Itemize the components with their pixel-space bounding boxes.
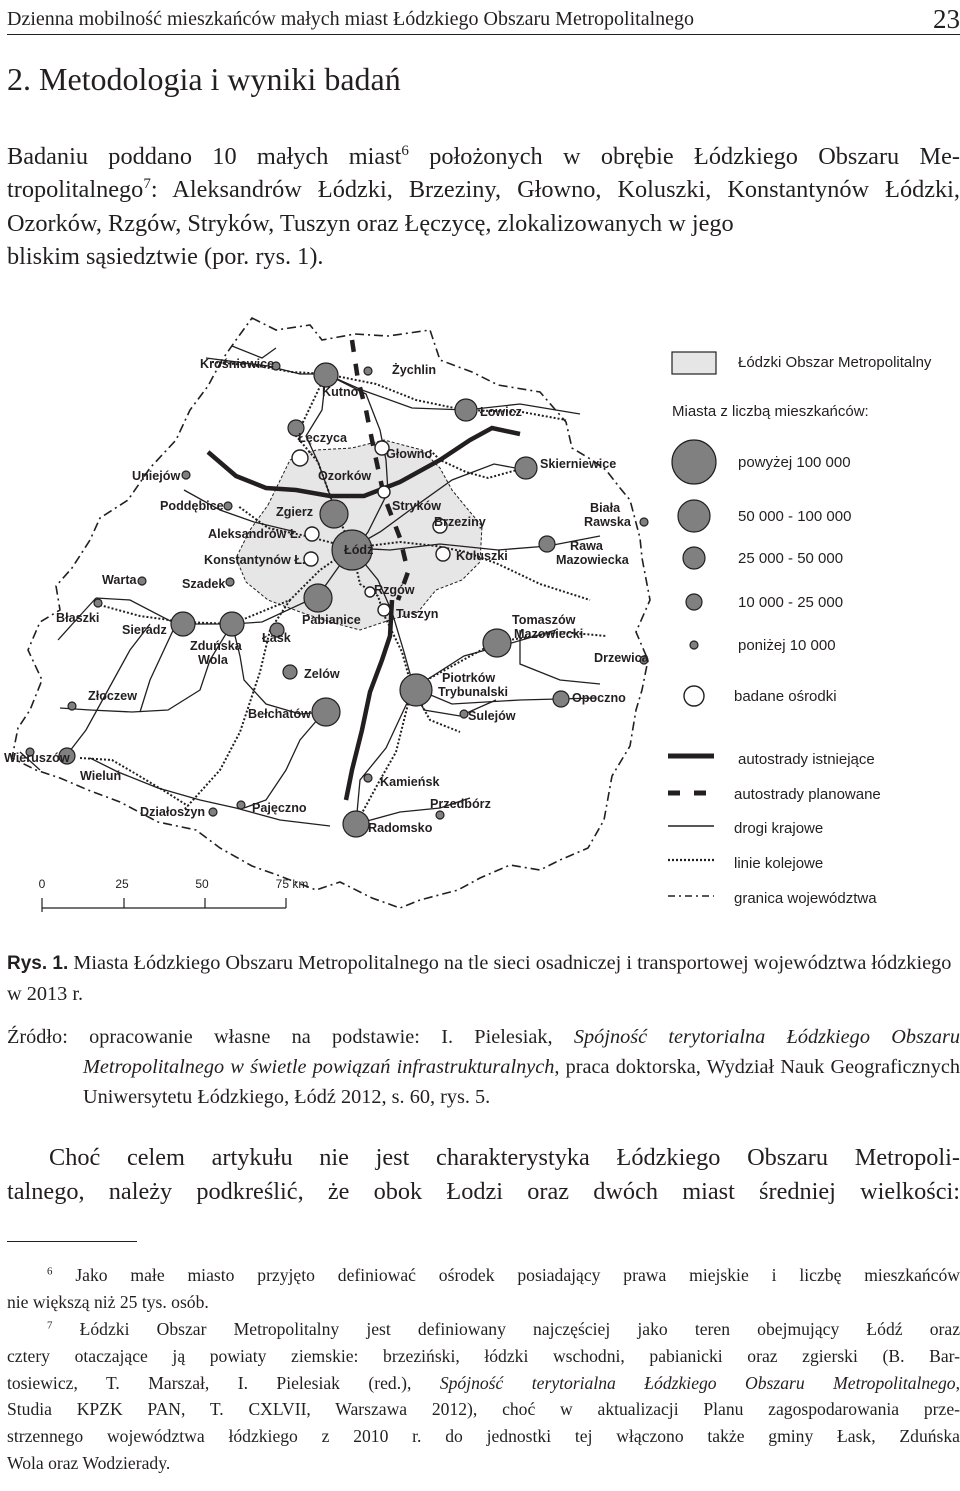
legend-class-5-label: poniżej 10 000 [738, 637, 836, 654]
city-marker-sulejow [460, 710, 468, 718]
city-label: Aleksandrów Ł. [208, 527, 302, 541]
legend-class-5 [690, 641, 698, 649]
city-label: Kamieńsk [380, 775, 440, 789]
city-label: Szadek [182, 577, 226, 591]
city-marker-skierniewice [515, 457, 537, 479]
city-marker-dzialoszyn [209, 808, 217, 816]
city-label: Tuszyn [396, 607, 439, 621]
region-map [0, 300, 960, 918]
city-marker-belchatow [312, 698, 340, 726]
scale-bar [42, 898, 286, 912]
city-marker-opoczno [553, 691, 569, 707]
city-marker-kamiensk [364, 774, 372, 782]
legend-class-2 [678, 500, 710, 532]
scale-label-25: 25 [115, 877, 129, 891]
city-label: Rawa [570, 539, 603, 553]
legend-class-1 [672, 440, 716, 484]
city-label: Koluszki [456, 549, 508, 563]
city-marker-szadek [226, 578, 234, 586]
city-label: Sulejów [468, 709, 516, 723]
city-label: Trybunalski [438, 685, 508, 699]
legend-class-3 [683, 547, 705, 569]
scale-label-0: 0 [38, 877, 46, 891]
legend-class-4-label: 10 000 - 25 000 [738, 594, 844, 611]
legend-line-4-label: linie kolejowe [734, 855, 824, 872]
studied-marker-aleksandrow [305, 527, 319, 541]
city-label: Głowno [386, 447, 433, 461]
city-label: Łęczyca [298, 431, 348, 445]
city-label: Kutno [322, 385, 359, 399]
city-label: Rawska [584, 515, 631, 529]
city-marker-zelow [283, 665, 297, 679]
city-label: Zgierz [276, 505, 314, 519]
city-label: Łowicz [480, 405, 522, 419]
legend-line-3-label: drogi krajowe [734, 820, 824, 837]
city-label: Wieruszów [4, 751, 70, 765]
city-marker-pabianice [304, 584, 332, 612]
city-label: Wieluń [80, 769, 122, 783]
legend-studied-label: badane ośrodki [734, 688, 837, 705]
city-label: Bełchatów [248, 707, 311, 721]
footnote-rule [7, 1241, 137, 1242]
city-label: Poddębice [160, 499, 224, 513]
city-label: Konstantynów Ł. [204, 553, 306, 567]
city-label: Sieradz [122, 623, 167, 637]
legend-line-2-label: autostrady planowane [734, 786, 881, 803]
city-label: Uniejów [132, 469, 181, 483]
city-marker-zdunska-wola [220, 612, 244, 636]
legend-class-3-label: 25 000 - 50 000 [738, 550, 844, 567]
legend-area-label: Łódzki Obszar Metropolitalny [738, 354, 932, 371]
legend-class-4 [686, 594, 702, 610]
city-label: Złoczew [88, 689, 137, 703]
city-label: Mazowiecka [556, 553, 629, 567]
studied-marker-ozorkow [292, 450, 308, 466]
studied-marker-strykow [378, 486, 390, 498]
scale-label-75: 75 km [275, 877, 309, 891]
legend-studied [684, 686, 704, 706]
city-marker-tomaszow [483, 629, 511, 657]
scale-label-50: 50 [195, 877, 209, 891]
footnote-6: $^6$ Jako małe miasto przyjęto definiować ośrodek posiadający prawa miejskie i liczbę mieszkańców nie większą niż 25 tys. osób. [7, 1265, 960, 1312]
legend-line-1-label: autostrady istniejące [738, 751, 875, 768]
city-label: Krośniewice [200, 357, 275, 371]
city-label: Mazowiecki [514, 627, 584, 641]
city-marker-zgierz [320, 500, 348, 528]
city-marker-poddebice [224, 502, 232, 510]
city-marker-rawa [539, 536, 555, 552]
city-marker-zychlin [364, 367, 372, 375]
city-label: Łódź [344, 543, 374, 557]
city-label: Żychlin [392, 363, 437, 377]
city-label: Skierniewice [540, 457, 617, 471]
city-label: Opoczno [572, 691, 626, 705]
city-label: Przedbórz [430, 797, 491, 811]
city-label: Piotrków [442, 671, 496, 685]
legend-class-2-label: 50 000 - 100 000 [738, 508, 852, 525]
city-marker-sieradz [171, 612, 195, 636]
city-marker-lowicz [455, 399, 477, 421]
intro-paragraph: Badaniu poddano 10 małych miast$^6$ położonych w obrębie Łódzkiego Obszaru Me- tropolitalnego$^7$: Aleksandrów Łódzki, Brzeziny, Głowno, Koluszki, Konstantynów Łódzki, Ozorków, Rzgów, Stryków, Tuszyn oraz Łęczycę, zlokalizowanych w jego bliskim sąsiedztwie (por. rys. 1). [7, 142, 960, 271]
city-label: Rzgów [374, 583, 415, 597]
city-label: Działoszyn [140, 805, 206, 819]
city-label: Radomsko [368, 821, 433, 835]
studied-marker-konstantynow [304, 552, 318, 566]
legend-area-swatch [672, 352, 716, 374]
city-label: Brzeziny [434, 515, 486, 529]
city-label: Łask [262, 631, 291, 645]
page-number: 23 [933, 4, 960, 34]
running-title: Dzienna mobilność mieszkańców małych miast Łódzkiego Obszaru Metropolitalnego [7, 8, 695, 30]
figure-label: Rys. 1. [7, 953, 69, 974]
studied-marker-koluszki [436, 547, 450, 561]
city-label: Drzewica [594, 651, 649, 665]
city-label: Tomaszów [512, 613, 576, 627]
page-header [7, 6, 960, 35]
city-marker-radomsko [343, 811, 369, 837]
city-label: Warta [102, 573, 137, 587]
city-marker-przedborz [436, 811, 444, 819]
city-label: Błaszki [56, 611, 100, 625]
legend-cities-title: Miasta z liczbą mieszkańców: [672, 403, 869, 420]
city-label: Pajęczno [252, 801, 307, 815]
city-label: Zelów [304, 667, 340, 681]
city-label: Wola [198, 653, 228, 667]
city-marker-pajeczno [237, 801, 245, 809]
city-label: Biała [590, 501, 621, 515]
map-legend [668, 352, 932, 907]
footnote-ref-6[interactable]: 6 [401, 142, 409, 159]
studied-marker-tuszyn [378, 604, 390, 616]
city-marker-blaszki [94, 599, 102, 607]
city-marker-warta [138, 577, 146, 585]
city-marker-biala [640, 518, 648, 526]
figure-caption: Rys. 1. Miasta Łódzkiego Obszaru Metropolitalnego na tle sieci osadniczej i transportowej województwa łódzkiego w 2013 r. [7, 952, 952, 1005]
footnote-ref-7[interactable]: 7 [143, 176, 151, 193]
city-label: Zduńska [190, 639, 242, 653]
section-title: 2. Metodologia i wyniki badań [7, 61, 401, 97]
footnote-7: $^7$ Łódzki Obszar Metropolitalny jest definiowany najczęściej jako teren obejmujący Łódź oraz cztery otaczające ją powiaty ziemskie: brzeziński, łódzki wschodni, pabianicki oraz zgierski (B. Bar- tosiewicz, T. Marszał, I. Pielesiak (red.), Spójność terytorialna Łódzkiego Obszaru Metropolitalnego, Studia KPZK PAN, T. CXLVII, Warszawa 2012), choć w aktualizacji Planu zagospodarowania prze- strzennego województwa łódzkiego z 2010 r. do jednostki tej włączono także gminy Łask, Zduńska Wola oraz Wodzierady. [7, 1319, 960, 1473]
city-marker-kutno [314, 363, 338, 387]
city-label: Pabianice [302, 613, 361, 627]
body-paragraph: Choć celem artykułu nie jest charakterystyka Łódzkiego Obszaru Metropoli- talnego, należy podkreślić, że obok Łodzi oraz dwóch miast średniej wielkości: [7, 1144, 960, 1205]
city-marker-uniejow [182, 471, 190, 479]
city-label: Stryków [392, 499, 441, 513]
figure-source: Źródło: opracowanie własne na podstawie: I. Pielesiak, Spójność terytorialna Łódzkiego Obszaru Metropolitalnego w świetle powiązań infrastrukturalnych, praca doktorska, Wydział Nauk Geograficznych Uniwersytetu Łódzkiego, Łódź 2012, s. 60, rys. 5. [7, 1026, 960, 1108]
motorway-existing-2 [346, 600, 392, 800]
legend-line-5-label: granica województwa [734, 890, 877, 907]
legend-class-1-label: powyżej 100 000 [738, 454, 851, 471]
city-label: Ozorków [318, 469, 372, 483]
city-marker-piotrkow [400, 674, 432, 706]
city-marker-zloczew [68, 702, 76, 710]
